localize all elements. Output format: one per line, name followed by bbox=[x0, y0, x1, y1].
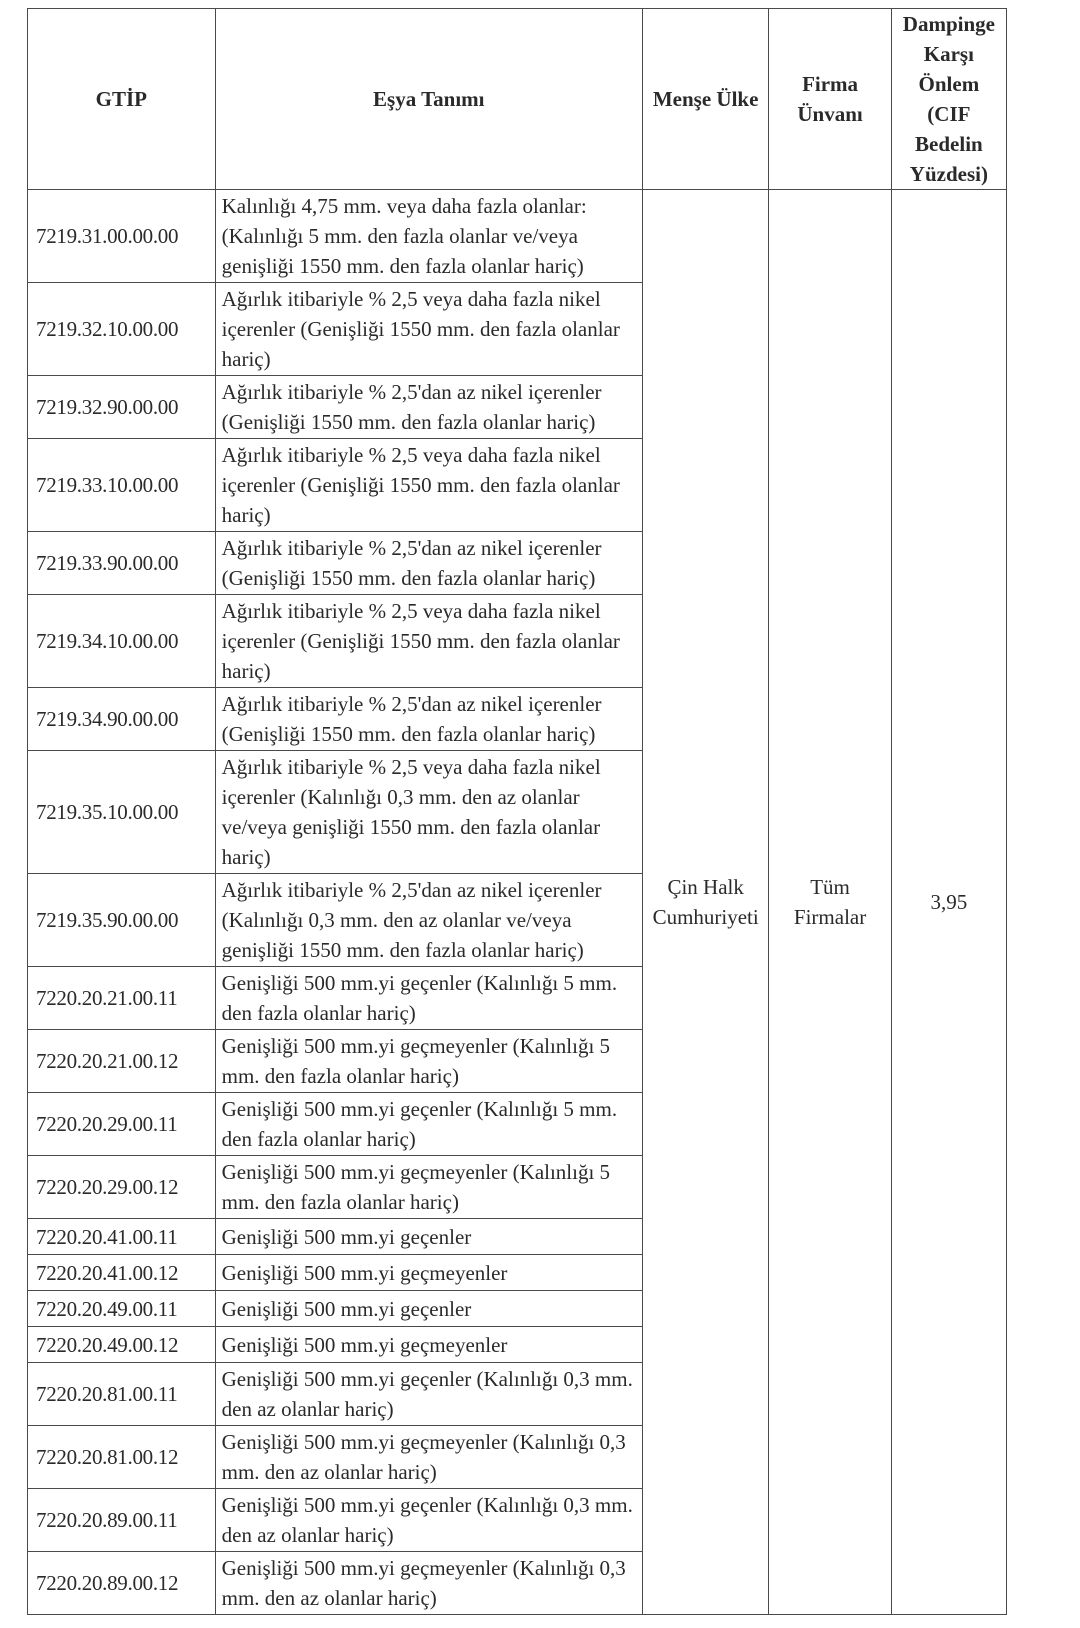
header-measure-line: Bedelin bbox=[915, 132, 983, 156]
gtip-code: 7220.20.89.00.12 bbox=[28, 1552, 216, 1615]
antidumping-table bbox=[27, 8, 1007, 1615]
gtip-code: 7220.20.49.00.12 bbox=[28, 1327, 216, 1363]
header-measure-line: Önlem bbox=[918, 72, 980, 96]
gtip-code: 7219.31.00.00.00 bbox=[28, 190, 216, 283]
header-description: Eşya Tanımı bbox=[215, 9, 642, 190]
gtip-code: 7220.20.81.00.11 bbox=[28, 1363, 216, 1426]
gtip-code: 7219.32.90.00.00 bbox=[28, 376, 216, 439]
header-measure-line: Dampinge bbox=[902, 12, 995, 36]
gtip-code: 7219.35.90.00.00 bbox=[28, 874, 216, 967]
header-company-line: Ünvanı bbox=[797, 102, 863, 126]
origin-country bbox=[642, 190, 768, 1615]
gtip-code: 7219.33.10.00.00 bbox=[28, 439, 216, 532]
gtip-code: 7219.34.10.00.00 bbox=[28, 595, 216, 688]
company-name bbox=[769, 190, 891, 1615]
item-description: Genişliği 500 mm.yi geçenler (Kalınlığı 5 mm. den fazla olanlar hariç) bbox=[215, 967, 642, 1030]
header-measure bbox=[891, 9, 1006, 190]
gtip-code: 7220.20.81.00.12 bbox=[28, 1426, 216, 1489]
table-body bbox=[28, 190, 1007, 1615]
item-description: Ağırlık itibariyle % 2,5 veya daha fazla nikel içerenler (Genişliği 1550 mm. den fazla olanlar hariç) bbox=[215, 439, 642, 532]
item-description: Genişliği 500 mm.yi geçmeyenler (Kalınlığı 0,3 mm. den az olanlar hariç) bbox=[215, 1426, 642, 1489]
measure-value: 3,95 bbox=[891, 190, 1006, 1615]
gtip-code: 7220.20.21.00.11 bbox=[28, 967, 216, 1030]
item-description: Genişliği 500 mm.yi geçmeyenler (Kalınlığı 5 mm. den fazla olanlar hariç) bbox=[215, 1156, 642, 1219]
item-description: Genişliği 500 mm.yi geçmeyenler bbox=[215, 1327, 642, 1363]
header-origin: Menşe Ülke bbox=[642, 9, 768, 190]
item-description: Ağırlık itibariyle % 2,5'dan az nikel içerenler (Genişliği 1550 mm. den fazla olanlar hariç) bbox=[215, 688, 642, 751]
item-description: Genişliği 500 mm.yi geçmeyenler (Kalınlığı 5 mm. den fazla olanlar hariç) bbox=[215, 1030, 642, 1093]
item-description: Kalınlığı 4,75 mm. veya daha fazla olanlar: (Kalınlığı 5 mm. den fazla olanlar ve/veya genişliği 1550 mm. den fazla olanlar hariç) bbox=[215, 190, 642, 283]
gtip-code: 7220.20.29.00.11 bbox=[28, 1093, 216, 1156]
origin-line: Çin Halk bbox=[667, 875, 744, 899]
gtip-code: 7220.20.21.00.12 bbox=[28, 1030, 216, 1093]
item-description: Genişliği 500 mm.yi geçmeyenler bbox=[215, 1255, 642, 1291]
company-line: Firmalar bbox=[793, 905, 867, 929]
item-description: Genişliği 500 mm.yi geçenler (Kalınlığı 5 mm. den fazla olanlar hariç) bbox=[215, 1093, 642, 1156]
item-description: Ağırlık itibariyle % 2,5 veya daha fazla nikel içerenler (Genişliği 1550 mm. den fazla olanlar hariç) bbox=[215, 283, 642, 376]
item-description: Ağırlık itibariyle % 2,5'dan az nikel içerenler (Genişliği 1550 mm. den fazla olanlar hariç) bbox=[215, 532, 642, 595]
item-description: Ağırlık itibariyle % 2,5 veya daha fazla nikel içerenler (Genişliği 1550 mm. den fazla olanlar hariç) bbox=[215, 595, 642, 688]
table-header-row bbox=[28, 9, 1007, 190]
item-description: Ağırlık itibariyle % 2,5'dan az nikel içerenler (Genişliği 1550 mm. den fazla olanlar hariç) bbox=[215, 376, 642, 439]
gtip-code: 7220.20.49.00.11 bbox=[28, 1291, 216, 1327]
header-measure-line: Karşı bbox=[923, 42, 974, 66]
item-description: Genişliği 500 mm.yi geçenler (Kalınlığı 0,3 mm. den az olanlar hariç) bbox=[215, 1363, 642, 1426]
company-line: Tüm bbox=[810, 875, 850, 899]
header-company bbox=[769, 9, 891, 190]
gtip-code: 7220.20.89.00.11 bbox=[28, 1489, 216, 1552]
item-description: Ağırlık itibariyle % 2,5 veya daha fazla nikel içerenler (Kalınlığı 0,3 mm. den az olanlar ve/veya genişliği 1550 mm. den fazla olanlar hariç) bbox=[215, 751, 642, 874]
header-company-line: Firma bbox=[802, 72, 859, 96]
gtip-code: 7220.20.29.00.12 bbox=[28, 1156, 216, 1219]
gtip-code: 7220.20.41.00.12 bbox=[28, 1255, 216, 1291]
header-measure-line: Yüzdesi) bbox=[909, 162, 988, 186]
gtip-code: 7219.34.90.00.00 bbox=[28, 688, 216, 751]
item-description: Genişliği 500 mm.yi geçmeyenler (Kalınlığı 0,3 mm. den az olanlar hariç) bbox=[215, 1552, 642, 1615]
item-description: Ağırlık itibariyle % 2,5'dan az nikel içerenler (Kalınlığı 0,3 mm. den az olanlar ve/veya genişliği 1550 mm. den fazla olanlar hariç) bbox=[215, 874, 642, 967]
header-gtip: GTİP bbox=[28, 9, 216, 190]
gtip-code: 7220.20.41.00.11 bbox=[28, 1219, 216, 1255]
gtip-code: 7219.35.10.00.00 bbox=[28, 751, 216, 874]
item-description: Genişliği 500 mm.yi geçenler (Kalınlığı 0,3 mm. den az olanlar hariç) bbox=[215, 1489, 642, 1552]
origin-line: Cumhuriyeti bbox=[652, 905, 759, 929]
item-description: Genişliği 500 mm.yi geçenler bbox=[215, 1291, 642, 1327]
gtip-code: 7219.33.90.00.00 bbox=[28, 532, 216, 595]
item-description: Genişliği 500 mm.yi geçenler bbox=[215, 1219, 642, 1255]
header-measure-line: (CIF bbox=[927, 102, 971, 126]
document-page bbox=[27, 8, 1007, 1615]
gtip-code: 7219.32.10.00.00 bbox=[28, 283, 216, 376]
table-row bbox=[28, 190, 1007, 283]
